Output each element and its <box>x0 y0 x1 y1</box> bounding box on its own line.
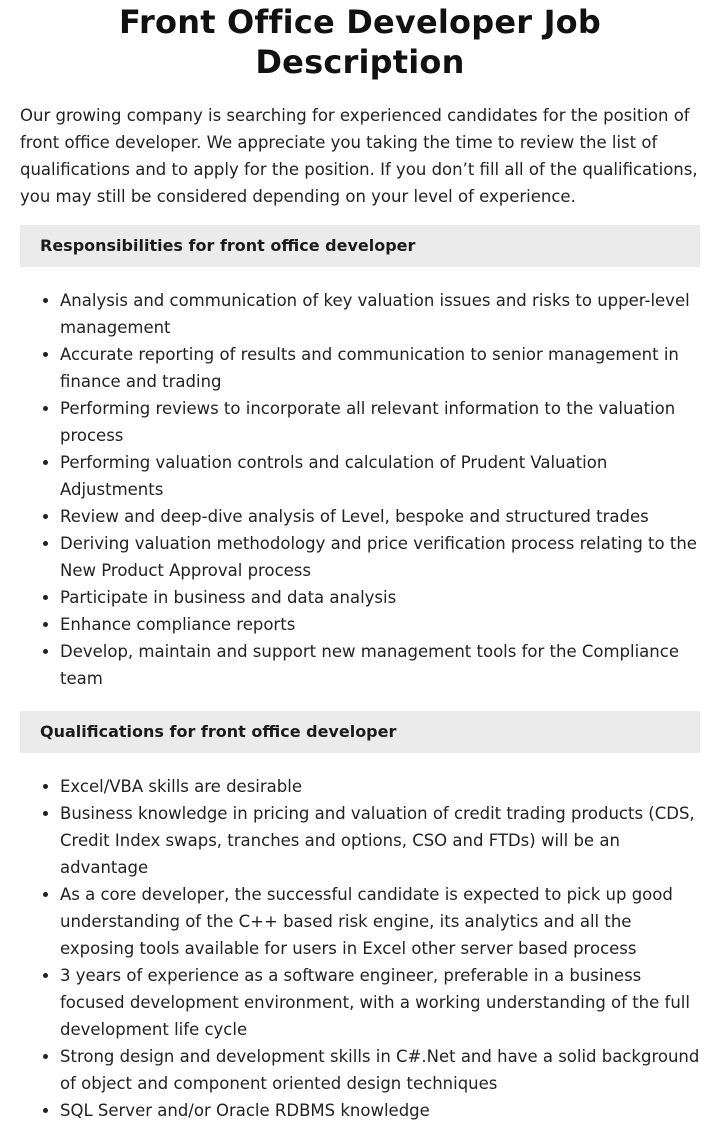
list-item: • Participate in business and data analysis <box>60 584 700 611</box>
list-item: • As a core developer, the successful candidate is expected to pick up good understanding of the C++ based risk engine, its analytics and all the exposing tools available for users in Excel other server based process <box>60 881 700 962</box>
list-item: • Enhance compliance reports <box>60 611 700 638</box>
list-item: • Excel/VBA skills are desirable <box>60 773 700 800</box>
qualifications-heading: Qualifications for front office developer <box>20 711 700 753</box>
list-item: • Accurate reporting of results and communication to senior management in finance and trading <box>60 341 700 395</box>
list-item: • 3 years of experience as a software engineer, preferable in a business focused development environment, with a working understanding of the full development life cycle <box>60 962 700 1043</box>
list-item: • SQL Server and/or Oracle RDBMS knowledge <box>60 1097 700 1124</box>
list-item: • Business knowledge in pricing and valuation of credit trading products (CDS, Credit Index swaps, tranches and options, CSO and FTDs) will be an advantage <box>60 800 700 881</box>
list-item: • Develop, maintain and support new management tools for the Compliance team <box>60 638 700 692</box>
qualifications-list <box>20 773 700 1124</box>
list-item: • Review and deep-dive analysis of Level, bespoke and structured trades <box>60 503 700 530</box>
list-item: • Deriving valuation methodology and price verification process relating to the New Product Approval process <box>60 530 700 584</box>
intro-paragraph: Our growing company is searching for experienced candidates for the position of front office developer. We appreciate you taking the time to review the list of qualifications and to apply for the position. If you don’t fill all of the qualifications, you may still be considered depending on your level of experience. <box>20 106 698 206</box>
responsibilities-heading: Responsibilities for front office developer <box>20 225 700 267</box>
page-title: Front Office Developer Job Description <box>119 3 601 81</box>
list-item: • Analysis and communication of key valuation issues and risks to upper-level management <box>60 287 700 341</box>
list-item: • Strong design and development skills in C#.Net and have a solid background of object and component oriented design techniques <box>60 1043 700 1097</box>
responsibilities-list <box>20 287 700 692</box>
list-item: • Performing valuation controls and calculation of Prudent Valuation Adjustments <box>60 449 700 503</box>
list-item: • Performing reviews to incorporate all relevant information to the valuation process <box>60 395 700 449</box>
